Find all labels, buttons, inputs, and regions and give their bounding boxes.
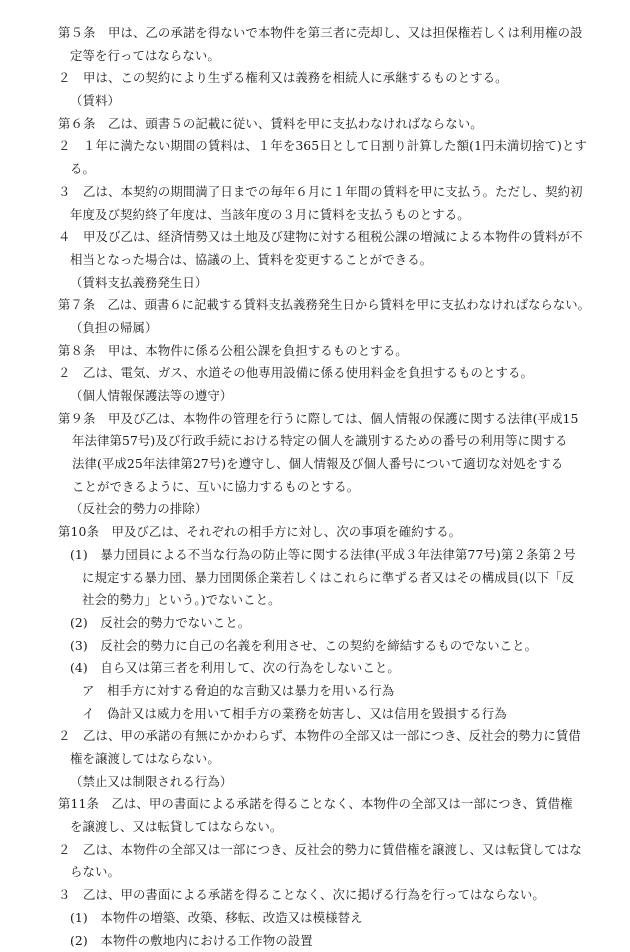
kana-item-line <box>0 703 630 726</box>
continuation-line <box>0 748 630 771</box>
numbered-item-line <box>0 907 630 930</box>
article-caption <box>0 317 630 340</box>
article-line <box>0 725 630 748</box>
line-text: ことができるように、互いに協力するものとする。 <box>72 476 359 499</box>
line-text: ２ 乙は、甲の承諾の有無にかかわらず、本物件の全部又は一部につき、反社会的勢力に賃借 <box>58 725 581 748</box>
line-text: (2) 本物件の敷地内における工作物の設置 <box>70 930 313 952</box>
line-text: (3) 反社会的勢力に自己の名義を利用させ、この契約を締結するものでないこと。 <box>70 635 537 658</box>
line-text: ３ 乙は、本契約の期間満了日までの毎年６月に１年間の賃料を甲に支払う。ただし、契約初 <box>58 181 583 204</box>
line-text: (1) 本物件の増築、改築、移転、改造又は模様替え <box>70 907 363 930</box>
numbered-item-line <box>0 612 630 635</box>
contract-document-page <box>0 22 630 952</box>
article-caption <box>0 498 630 521</box>
article-line <box>0 793 630 816</box>
numbered-item-continuation <box>0 589 630 612</box>
line-text: 第７条 乙は、頭書６に記載する賃料支払義務発生日から賃料を甲に支払わなければならない。 <box>58 294 590 317</box>
line-text: 社会的勢力」という。)でないこと。 <box>82 589 281 612</box>
article-caption <box>0 90 630 113</box>
article-line <box>0 884 630 907</box>
line-text: る。 <box>70 158 95 181</box>
line-text: に規定する暴力団、暴力団関係企業若しくはこれらに準ずる者又はその構成員(以下「反 <box>82 567 574 590</box>
numbered-item-line <box>0 657 630 680</box>
article-line <box>0 521 630 544</box>
line-text: (2) 反社会的勢力でないこと。 <box>70 612 250 635</box>
article-line <box>0 67 630 90</box>
kana-item-line <box>0 680 630 703</box>
continuation-line <box>0 45 630 68</box>
numbered-item-line <box>0 635 630 658</box>
line-text: 年度及び契約終了年度は、当該年度の３月に賃料を支払うものとする。 <box>70 204 470 227</box>
continuation-line <box>0 453 630 476</box>
line-text: 第９条 甲及び乙は、本物件の管理を行うに際しては、個人情報の保護に関する法律(平成15 <box>58 408 579 431</box>
numbered-item-line <box>0 930 630 952</box>
line-text: ２ １年に満たない期間の賃料は、１年を365日として日割り計算した額(1円未満切捨て)とす <box>58 135 587 158</box>
article-line <box>0 181 630 204</box>
line-text: 定等を行ってはならない。 <box>70 45 220 68</box>
line-text: ２ 甲は、この契約により生ずる権利又は義務を相続人に承継するものとする。 <box>58 67 508 90</box>
article-line <box>0 226 630 249</box>
article-line <box>0 135 630 158</box>
article-line <box>0 839 630 862</box>
article-line <box>0 113 630 136</box>
continuation-line <box>0 861 630 884</box>
article-caption <box>0 771 630 794</box>
line-text: イ 偽計又は威力を用いて相手方の業務を妨害し、又は信用を毀損する行為 <box>82 703 507 726</box>
line-text: ２ 乙は、電気、ガス、水道その他専用設備に係る使用料金を負担するものとする。 <box>58 362 533 385</box>
line-text: (4) 自ら又は第三者を利用して、次の行為をしないこと。 <box>70 657 400 680</box>
line-text: 年法律第57号)及び行政手続における特定の個人を識別するための番号の利用等に関する <box>72 430 568 453</box>
line-text: （反社会的勢力の排除） <box>70 498 207 521</box>
line-text: ア 相手方に対する脅迫的な言動又は暴力を用いる行為 <box>82 680 394 703</box>
line-text: （賃料支払義務発生日） <box>70 272 207 295</box>
line-text: 第５条 甲は、乙の承諾を得ないで本物件を第三者に売却し、又は担保権若しくは利用権の設 <box>58 22 583 45</box>
line-text: 第11条 乙は、甲の書面による承諾を得ることなく、本物件の全部又は一部につき、賃借権 <box>58 793 573 816</box>
continuation-line <box>0 249 630 272</box>
article-line <box>0 22 630 45</box>
continuation-line <box>0 816 630 839</box>
line-text: ４ 甲及び乙は、経済情勢又は土地及び建物に対する租税公課の増減による本物件の賃料が不 <box>58 226 583 249</box>
article-line <box>0 362 630 385</box>
line-text: (1) 暴力団員による不当な行為の防止等に関する法律(平成３年法律第77号)第２条第２号 <box>70 544 576 567</box>
line-text: （個人情報保護法等の遵守） <box>70 385 232 408</box>
article-line <box>0 408 630 431</box>
line-text: 第10条 甲及び乙は、それぞれの相手方に対し、次の事項を確約する。 <box>58 521 461 544</box>
article-line <box>0 340 630 363</box>
line-text: 第６条 乙は、頭書５の記載に従い、賃料を甲に支払わなければならない。 <box>58 113 483 136</box>
line-text: （禁止又は制限される行為） <box>70 771 232 794</box>
line-text: （負担の帰属） <box>70 317 157 340</box>
article-caption <box>0 272 630 295</box>
continuation-line <box>0 158 630 181</box>
numbered-item-line <box>0 544 630 567</box>
line-text: を譲渡し、又は転貸してはならない。 <box>70 816 282 839</box>
continuation-line <box>0 204 630 227</box>
line-text: らない。 <box>70 861 120 884</box>
continuation-line <box>0 476 630 499</box>
continuation-line <box>0 430 630 453</box>
line-text: 権を譲渡してはならない。 <box>70 748 220 771</box>
article-caption <box>0 385 630 408</box>
line-text: 第８条 甲は、本物件に係る公租公課を負担するものとする。 <box>58 340 408 363</box>
line-text: 相当となった場合は、協議の上、賃料を変更することができる。 <box>70 249 432 272</box>
article-line <box>0 294 630 317</box>
line-text: ２ 乙は、本物件の全部又は一部につき、反社会的勢力に賃借権を譲渡し、又は転貸してはな <box>58 839 582 862</box>
numbered-item-continuation <box>0 567 630 590</box>
line-text: 法律(平成25年法律第27号)を遵守し、個人情報及び個人番号について適切な対処をする <box>72 453 563 476</box>
line-text: ３ 乙は、甲の書面による承諾を得ることなく、次に掲げる行為を行ってはならない。 <box>58 884 545 907</box>
line-text: （賃料） <box>70 90 120 113</box>
